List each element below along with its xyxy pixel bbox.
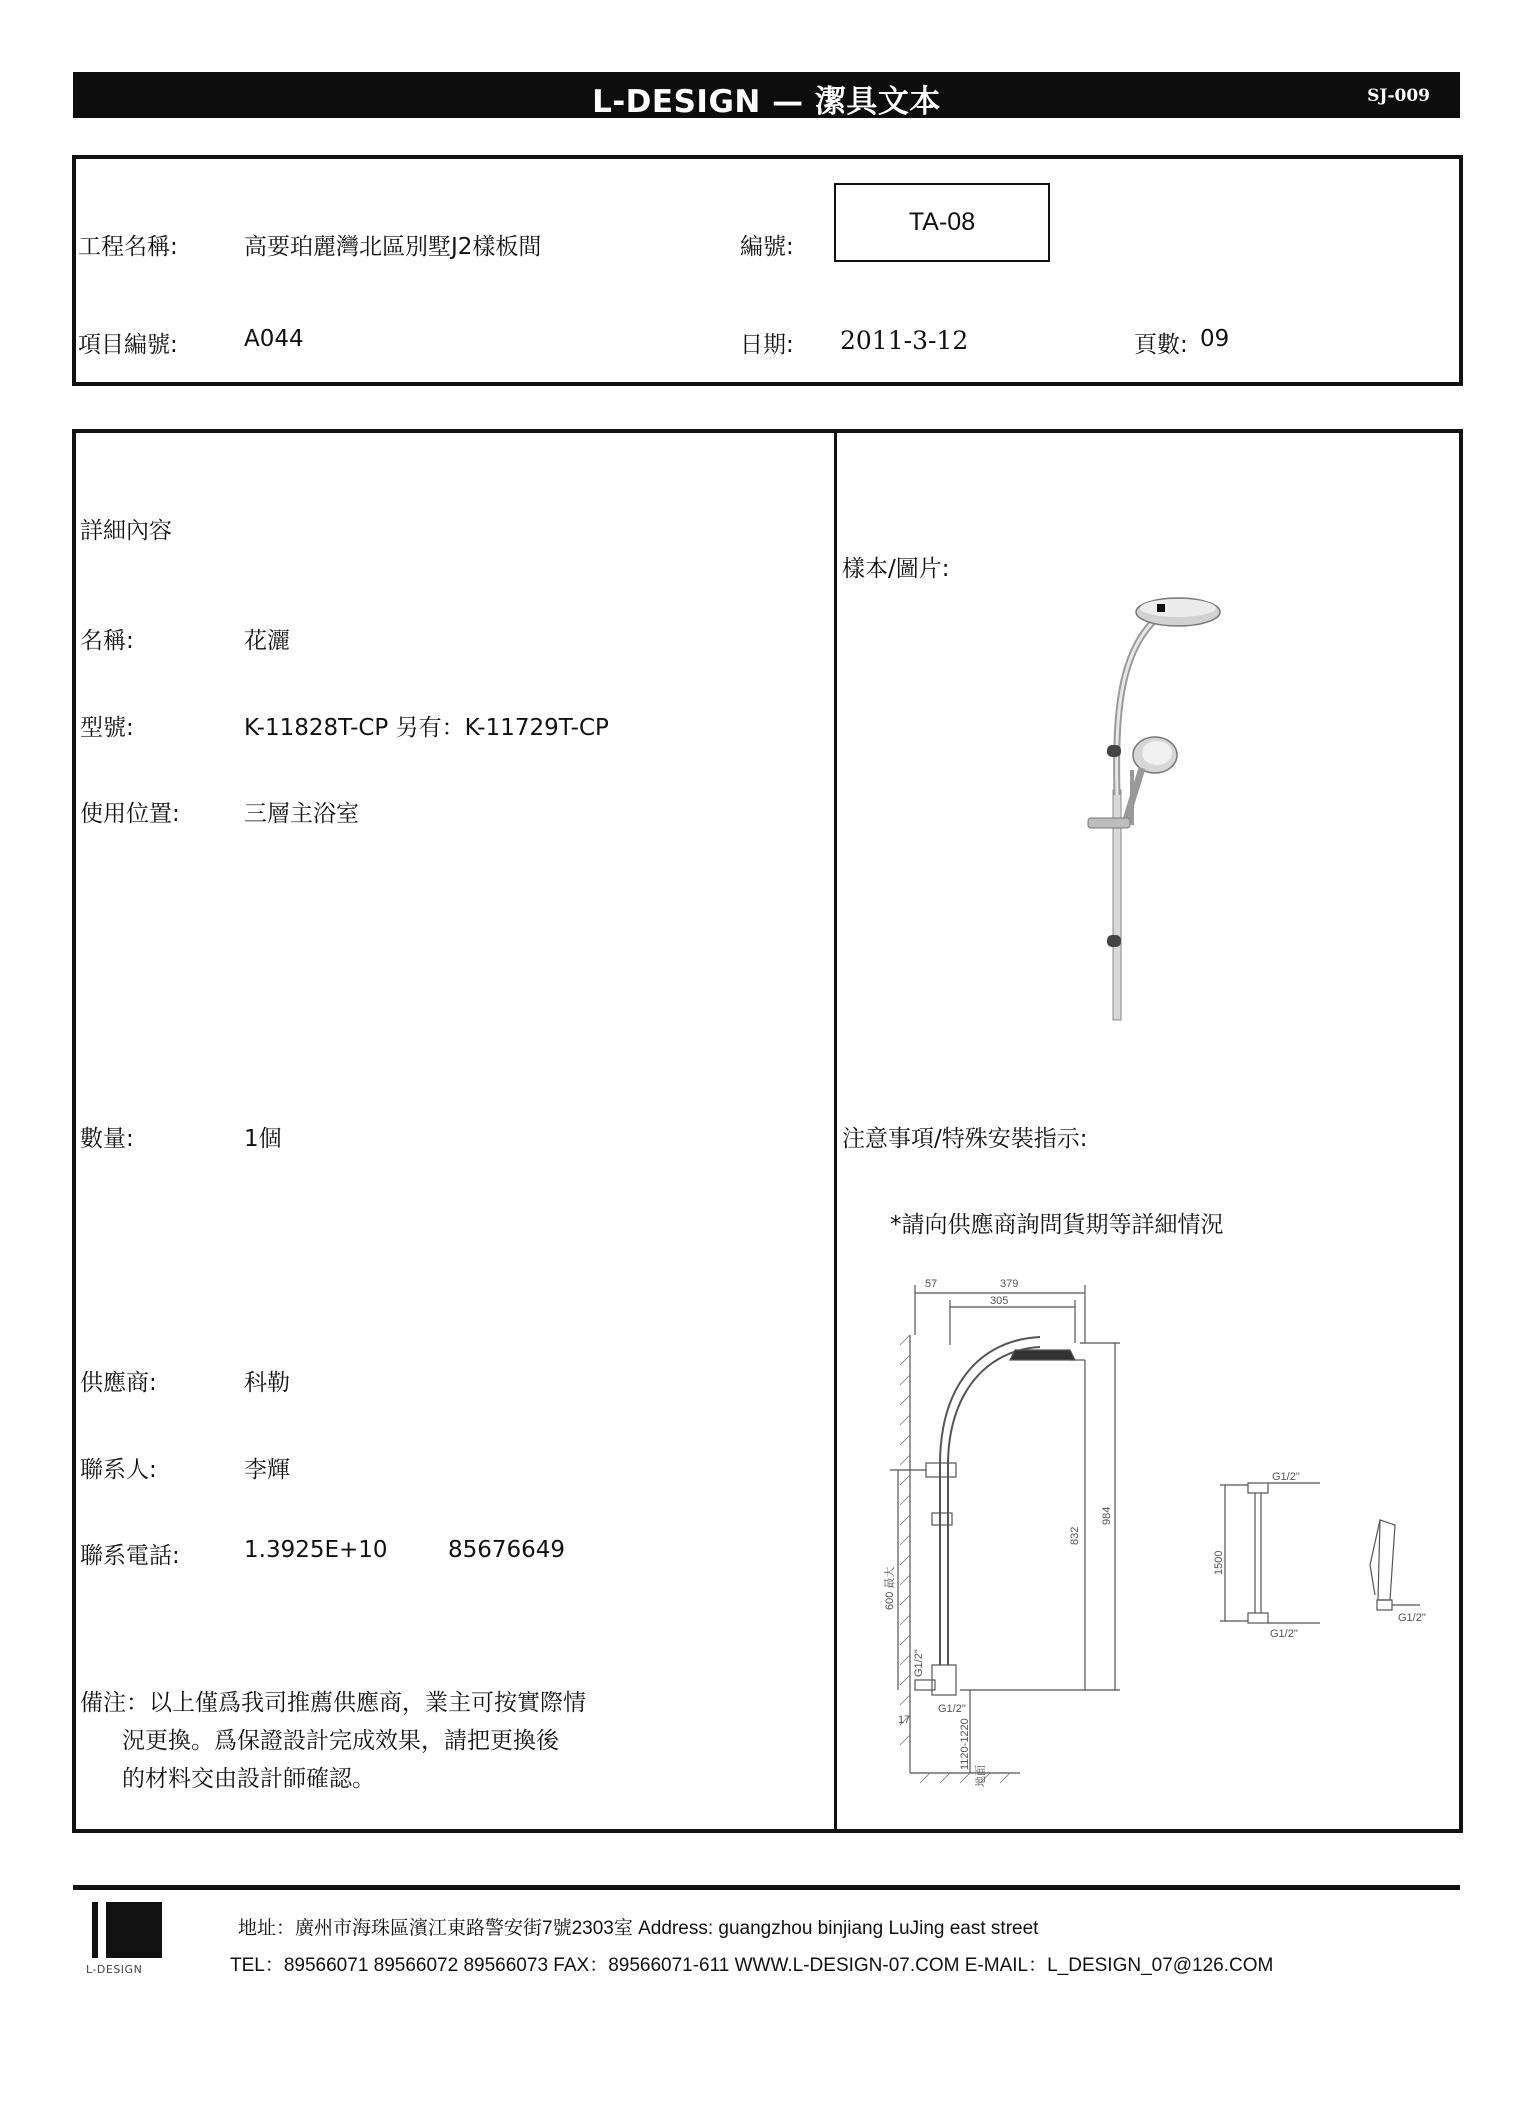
project-name-label: 工程名稱: [78, 234, 178, 260]
pages-value: 09 [1200, 326, 1230, 352]
dim-379: 379 [1000, 1278, 1019, 1290]
pages-label: 頁數: [1134, 332, 1188, 358]
contact-value: 李輝 [244, 1457, 290, 1483]
dim-g12-c: G1/2" [1272, 1471, 1300, 1483]
remark-line-1: 備注：以上僅爲我司推薦供應商，業主可按實際情 [80, 1690, 586, 1716]
supplier-label: 供應商: [80, 1370, 157, 1396]
phone-label: 聯系電話: [80, 1543, 180, 1569]
date-label: 日期: [740, 332, 794, 358]
date-value: 2011-3-12 [840, 326, 969, 355]
location-value: 三層主浴室 [244, 801, 359, 827]
name-value: 花灑 [244, 628, 290, 654]
notes-text: *請向供應商詢問貨期等詳細情況 [890, 1212, 1224, 1238]
dim-g12-b: G1/2" [938, 1703, 966, 1715]
project-name: 高要珀麗灣北區別墅J2樣板間 [244, 234, 542, 260]
dim-984: 984 [1101, 1506, 1113, 1525]
remark-line-2: 況更換。爲保證設計完成效果，請把更換後 [122, 1728, 559, 1754]
dim-17: 17 [898, 1714, 911, 1726]
number-label: 編號: [740, 234, 794, 260]
footer-address: 地址：廣州市海珠區濱江東路警安街7號2303室 Address: guangzhou binjiang LuJing east street [238, 1918, 1039, 1939]
remark-line-3: 的材料交由設計師確認。 [122, 1766, 375, 1792]
name-label: 名稱: [80, 628, 134, 654]
document-title: L-DESIGN — 潔具文本 [592, 84, 941, 120]
number-box: TA-08 [834, 183, 1050, 262]
dim-g12-d: G1/2" [1270, 1628, 1298, 1640]
logo-mark-bar [92, 1902, 98, 1958]
details-section-title: 詳細內容 [80, 518, 172, 544]
dim-57: 57 [925, 1278, 938, 1290]
qty-value: 1個 [244, 1126, 282, 1152]
sample-label: 樣本/圖片: [842, 556, 950, 582]
dim-305: 305 [990, 1295, 1009, 1307]
dim-832: 832 [1069, 1526, 1081, 1545]
location-label: 使用位置: [80, 801, 180, 827]
phone-value-2: 85676649 [448, 1537, 566, 1563]
dim-1120-1220: 1120-1220 [959, 1718, 971, 1770]
contact-label: 聯系人: [80, 1457, 157, 1483]
footer-contact: TEL：89566071 89566072 89566073 FAX：89566071-611 WWW.L-DESIGN-07.COM E-MAIL：L_DESIGN_07@126.COM [230, 1955, 1274, 1976]
floor-label: 地面 [975, 1765, 987, 1787]
item-no: A044 [244, 326, 304, 352]
dim-600-max: 600 最大 [884, 1566, 896, 1610]
dim-g12-a: G1/2" [913, 1649, 925, 1677]
column-divider [834, 429, 837, 1833]
header-bar [73, 72, 1460, 118]
phone-value-1: 1.3925E+10 [244, 1537, 388, 1563]
dim-1500: 1500 [1213, 1550, 1225, 1575]
shower-product-image [1060, 590, 1230, 1030]
model-value: K-11828T-CP 另有：K-11729T-CP [244, 715, 609, 741]
qty-label: 數量: [80, 1126, 134, 1152]
technical-drawing [860, 1265, 1430, 1790]
document-code: SJ-009 [1367, 86, 1430, 106]
logo-text: L-DESIGN [86, 1963, 143, 1976]
notes-label: 注意事項/特殊安裝指示: [842, 1126, 1088, 1152]
supplier-value: 科勒 [244, 1370, 290, 1396]
item-no-label: 項目編號: [78, 332, 178, 358]
logo-mark-square [106, 1902, 162, 1958]
model-label: 型號: [80, 715, 134, 741]
dim-g12-e: G1/2" [1398, 1612, 1426, 1624]
footer-divider [73, 1885, 1460, 1890]
